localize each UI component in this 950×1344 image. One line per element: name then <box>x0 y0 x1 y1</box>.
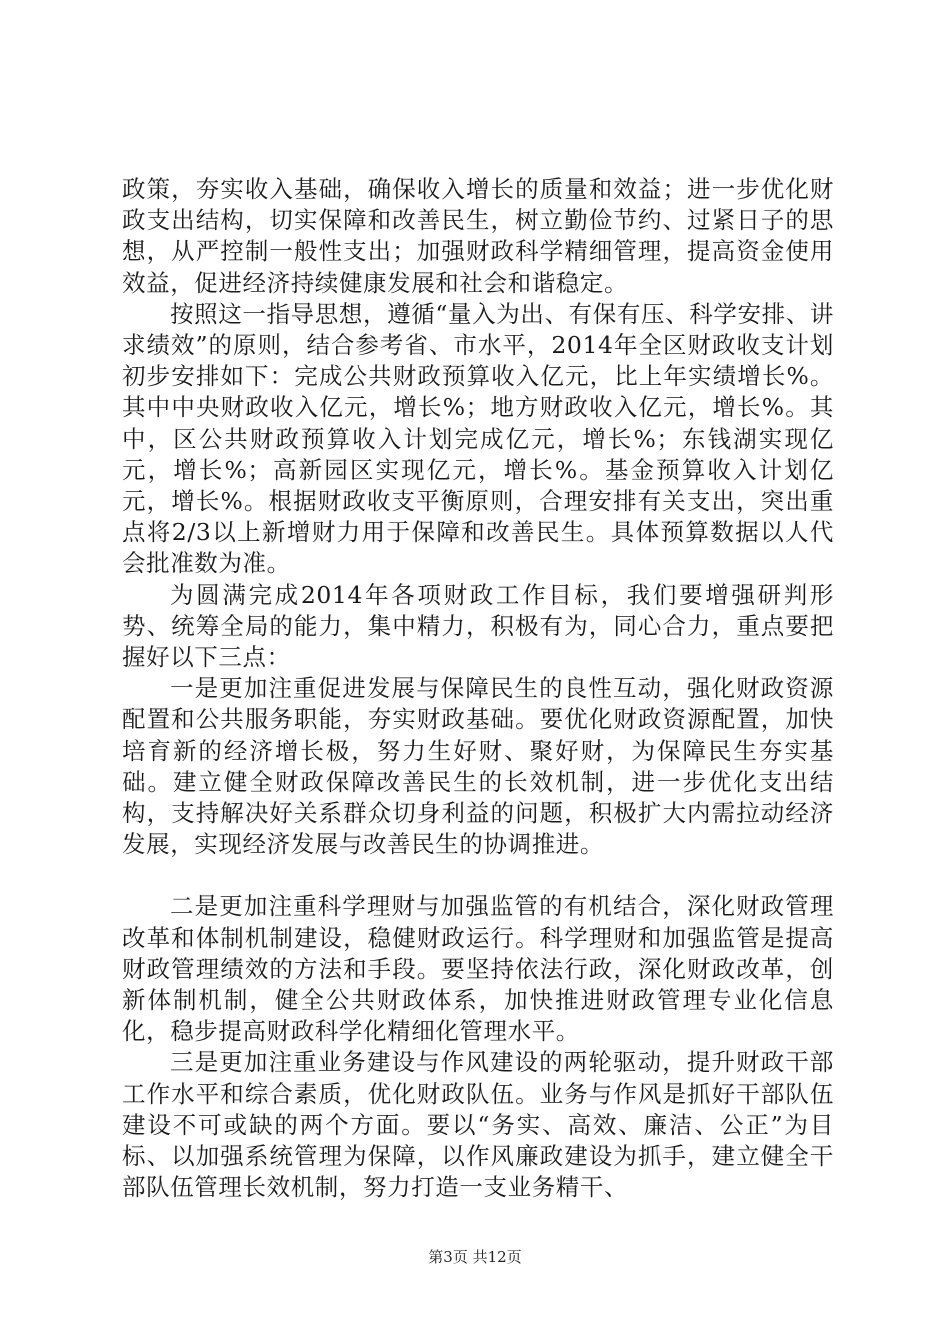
paragraph-work-goals: 为圆满完成2014年各项财政工作目标，我们要增强研判形势、统筹全局的能力，集中精力，积极有为，同心合力，重点要把握好以下三点： <box>122 580 834 672</box>
paragraph-point-two: 二是更加注重科学理财与加强监管的有机结合，深化财政管理改革和体制机制建设，稳健财政运行。科学理财和加强监管是提高财政管理绩效的方法和手段。要坚持依法行政，深化财政改革，创新体制机制，健全公共财政体系，加快推进财政管理专业化信息化，稳步提高财政科学化精细化管理水平。 <box>122 892 834 1046</box>
paragraph-point-one: 一是更加注重促进发展与保障民生的良性互动，强化财政资源配置和公共服务职能，夯实财政基础。要优化财政资源配置，加快培育新的经济增长极，努力生好财、聚好财，为保障民生夯实基础。建立健全财政保障改善民生的长效机制，进一步优化支出结构，支持解决好关系群众切身利益的问题，积极扩大内需拉动经济发展，实现经济发展与改善民生的协调推进。 <box>122 674 834 859</box>
document-body <box>122 174 834 1204</box>
paragraph-continuation: 政策，夯实收入基础，确保收入增长的质量和效益；进一步优化财政支出结构，切实保障和改善民生，树立勤俭节约、过紧日子的思想，从严控制一般性支出；加强财政科学精细管理，提高资金使用效益，促进经济持续健康发展和社会和谐稳定。 <box>122 175 834 297</box>
page-number-footer: 第3页 共12页 <box>428 1248 522 1266</box>
paragraph-budget-plan: 按照这一指导思想，遵循“量入为出、有保有压、科学安排、讲求绩效”的原则，结合参考省、市水平，2014年全区财政收支计划初步安排如下：完成公共财政预算收入亿元，比上年实绩增长%。其中中央财政收入亿元，增长%；地方财政收入亿元，增长%。其中，区公共财政预算收入计划完成亿元，增长%；东钱湖实现亿元，增长%；高新园区实现亿元，增长%。基金预算收入计划亿元，增长%。根据财政收支平衡原则，合理安排有关支出，突出重点将2/3以上新增财力用于保障和改善民生。具体预算数据以人代会批准数为准。 <box>122 299 834 578</box>
paragraph-point-three: 三是更加注重业务建设与作风建设的两轮驱动，提升财政干部工作水平和综合素质，优化财政队伍。业务与作风是抓好干部队伍建设不可或缺的两个方面。要以“务实、高效、廉洁、公正”为目标、以加强系统管理为保障，以作风廉政建设为抓手，建立健全干部队伍管理长效机制，努力打造一支业务精干、 <box>122 1048 834 1202</box>
